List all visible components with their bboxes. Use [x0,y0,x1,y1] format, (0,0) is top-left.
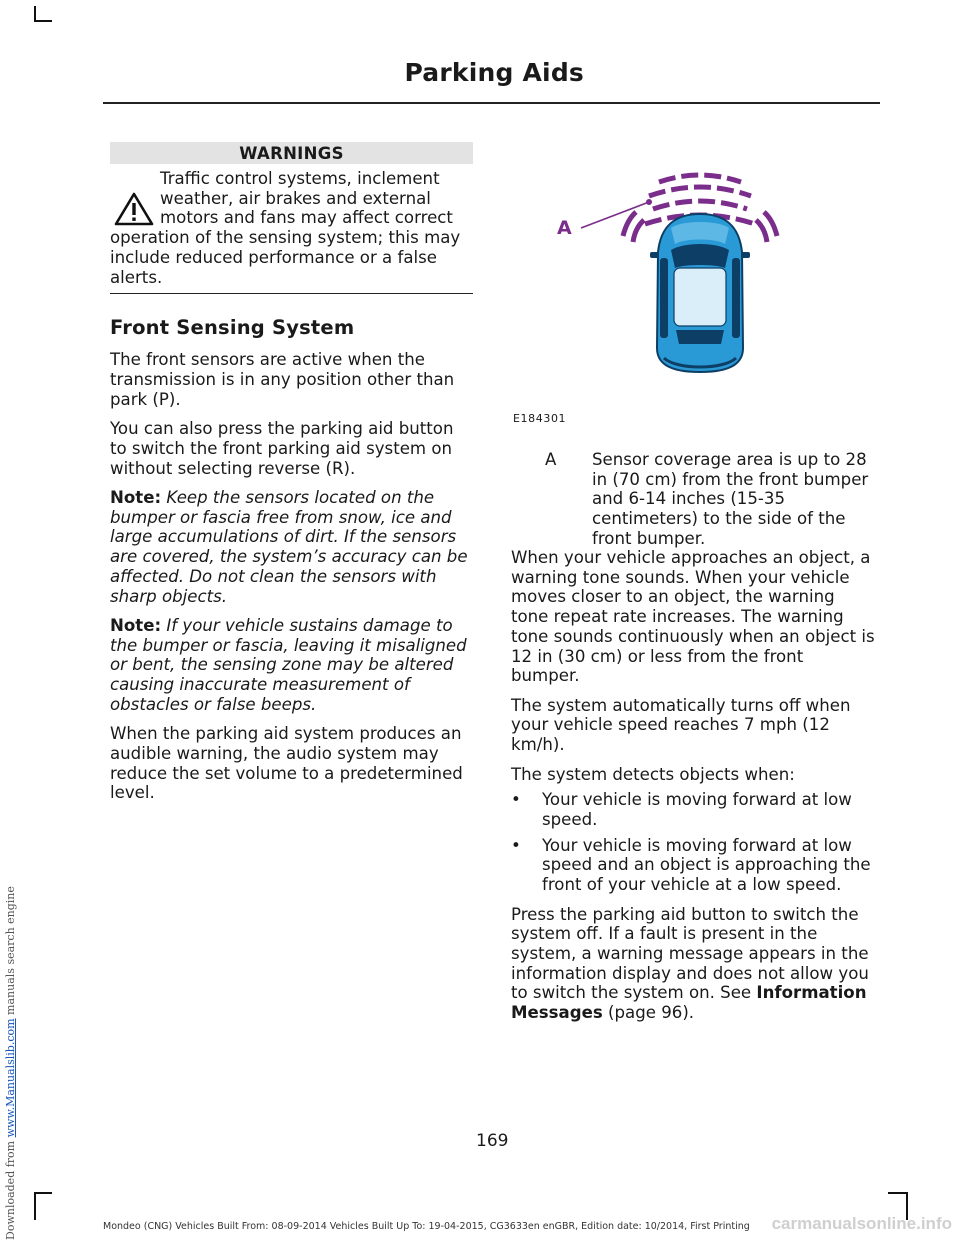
paragraph: The front sensors are active when the transmission is in any position other than park (P). [110,350,455,409]
paragraph [511,905,876,1023]
bullet-dot: • [511,790,521,810]
sensor-arc [653,201,747,209]
car-rear-window [676,330,724,344]
car-roof [674,268,726,326]
legend-row [511,450,876,548]
warnings-text: Traffic control systems, inclement weather, air brakes and external motors and fans may affect correct operation of the sensing system; this may include reduced performance or a false alerts. [110,169,461,287]
note-text: Keep the sensors located on the bumper or fascia free from snow, ice and large accumulations of dirt. If the sensors are covered, the system’s accuracy can be affected. Do not clean the sensors with sharp objects. [110,488,468,606]
right-column [511,140,876,1033]
warnings-body [110,164,473,294]
note [110,616,473,715]
paragraph-text: Press the parking aid button to switch the system off. If a fault is present in the system, a warning message appears in the information display and does not allow you to switch the system on. See [511,904,869,1003]
warnings-title: WARNINGS [110,142,473,164]
note-label: Note: [110,616,162,636]
car-windshield [671,244,729,268]
sensor-arc-side [756,220,767,242]
legend-key: A [545,450,557,469]
car-mirror-left [650,252,659,258]
figure-id: E184301 [513,412,567,425]
car-mirror-right [741,252,750,258]
crop-mark [34,1192,36,1220]
legend-text: Sensor coverage area is up to 28 in (70 cm) from the front bumper and 6-14 inches (15-35 centimeters) to the side of the front bumper. [592,450,869,548]
warning-triangle-icon [114,192,154,226]
left-column [110,142,473,813]
crop-mark [34,20,52,22]
parking-sensor-figure [511,140,876,430]
list-item [511,836,876,895]
sensor-arc-side [633,220,644,242]
page-header [103,58,880,104]
note-label: Note: [110,488,162,508]
car-icon [650,214,750,372]
callout-label: A [557,217,572,239]
sensor-arc [659,175,741,182]
callout-dot [646,199,652,205]
paragraph: The system detects objects when: [511,764,795,784]
note [110,488,473,606]
list-item-text: Your vehicle is moving forward at low speed. [542,790,852,830]
paragraph: When the parking aid system produces an audible warning, the audio system may reduce the set volume to a predetermined level. [110,724,463,803]
page-title: Parking Aids [404,58,584,87]
watermark-link[interactable]: www.Manualslib.com [4,1018,17,1138]
list-item [511,790,876,829]
car-side-right [732,258,740,338]
paragraph: The system automatically turns off when your vehicle speed reaches 7 mph (12 km/h). [511,695,851,755]
watermark-text: Downloaded from [4,1140,17,1240]
crop-mark [34,1192,52,1194]
watermark-text: manuals search engine [4,886,17,1015]
footer-text: Mondeo (CNG) Vehicles Built From: 08-09-2014 Vehicles Built Up To: 19-04-2015, CG3633en enGBR, Edition date: 10/2014, First Printing [103,1221,750,1232]
note-text: If your vehicle sustains damage to the bumper or fascia, leaving it misaligned or bent, the sensing zone may be altered causing inaccurate measurement of obstacles or false beeps. [110,616,467,714]
bullet-dot: • [511,835,521,855]
page-number: 169 [476,1131,509,1151]
car-side-left [660,258,668,338]
crop-mark [888,1192,908,1194]
bullet-list [511,790,876,895]
section-heading: Front Sensing System [110,316,355,340]
corner-watermark: carmanualsonline.info [771,1214,952,1233]
car-sensor-illustration [511,140,876,430]
paragraph: You can also press the parking aid button to switch the front parking aid system on without selecting reverse (R). [110,419,454,478]
paragraph: When your vehicle approaches an object, a warning tone sounds. When your vehicle moves closer to an object, the warning tone repeat rate increases. The warning tone sounds continuously when an object is 12 in (30 cm) or less from the front bumper. [511,548,875,686]
list-item-text: Your vehicle is moving forward at low speed and an object is approaching the front of your vehicle at a low speed. [542,835,871,895]
sensor-arc [649,187,751,196]
side-watermark [4,886,17,1240]
page-reference: (page 96). [608,1003,695,1023]
cross-reference-link[interactable]: Information Messages [511,983,867,1023]
